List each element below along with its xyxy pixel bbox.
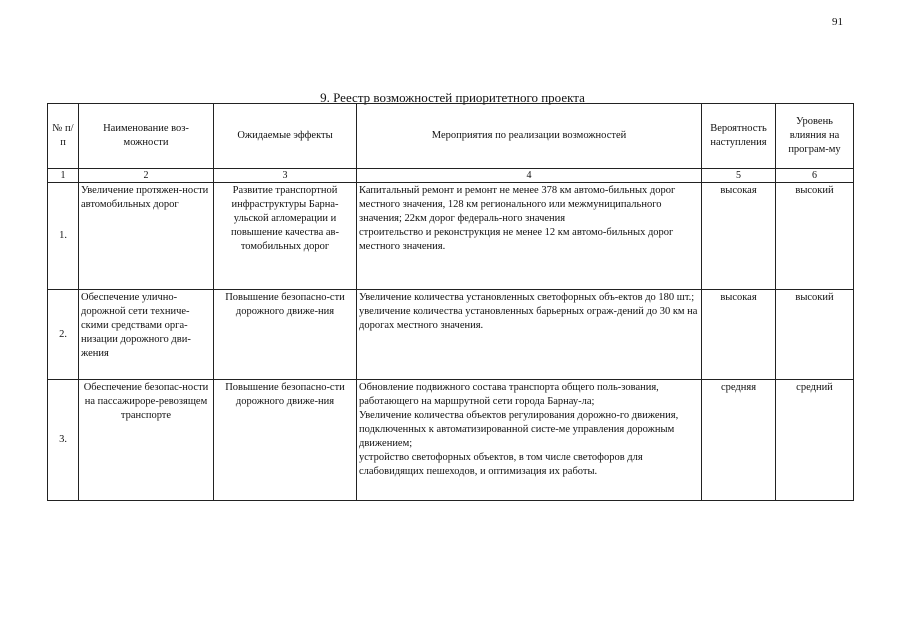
measure-item: Увеличение количества установленных светофорных объ-ектов до 180 шт.; (359, 292, 695, 303)
header-expected-effects: Ожидаемые эффекты (214, 104, 357, 169)
page-number: 91 (832, 16, 843, 28)
measures-cell (357, 290, 702, 380)
header-probability: Вероятность наступления (702, 104, 776, 169)
column-number: 5 (702, 169, 776, 183)
document-title: 9. Реестр возможностей приоритетного проекта (320, 90, 585, 105)
row-number: 2. (48, 290, 79, 380)
expected-effect: Повышение безопасно-сти дорожного движе-ния (214, 380, 357, 501)
probability: средняя (702, 380, 776, 501)
table-row (48, 290, 854, 380)
impact-level: высокий (776, 183, 854, 290)
header-number: № п/п (48, 104, 79, 169)
header-measures: Мероприятия по реализации возможностей (357, 104, 702, 169)
opportunity-name: Обеспечение безопас-ности на пассажирope-ревозящем транспорте (79, 380, 214, 501)
header-opportunity-name: Наименование воз-можности (79, 104, 214, 169)
header-row (48, 104, 854, 169)
measures-cell (357, 183, 702, 290)
column-number: 1 (48, 169, 79, 183)
measure-item: Капитальный ремонт и ремонт не менее 378 км автомо-бильных дорог местного значения, 128 км регионального или межмуниципального значения; 22км дорог федераль-ного значения (359, 185, 676, 224)
header-impact-level: Уровень влияния на програм-му (776, 104, 854, 169)
table-row (48, 183, 854, 290)
column-number: 6 (776, 169, 854, 183)
opportunities-registry-table (47, 103, 854, 501)
impact-level: высокий (776, 290, 854, 380)
measure-item: устройство светофорных объектов, в том числе светофоров для слабовидящих пешеходов, и оптимизация их работы. (359, 452, 643, 477)
expected-effect: Повышение безопасно-сти дорожного движе-ния (214, 290, 357, 380)
probability: высокая (702, 183, 776, 290)
measures-cell (357, 380, 702, 501)
column-number: 3 (214, 169, 357, 183)
measure-item: Увеличение количества объектов регулирования дорожно-го движения, подключенных к автоматизированной систе-ме управления дорожным движением; (359, 410, 679, 449)
table-row (48, 380, 854, 501)
row-number: 1. (48, 183, 79, 290)
opportunity-name: Увеличение протяжен-ности автомобильных дорог (79, 183, 214, 290)
measure-item: Обновление подвижного состава транспорта общего поль-зования, работающего на маршрутной сети города Барнау-ла; (359, 382, 659, 407)
impact-level: средний (776, 380, 854, 501)
column-number: 2 (79, 169, 214, 183)
row-number: 3. (48, 380, 79, 501)
measure-item: строительство и реконструкция не менее 12 км автомо-бильных дорог местного значения. (359, 227, 674, 252)
opportunity-name: Обеспечение улично-дорожной сети техниче-скими средствами орга-низации дорожного дви-жения (79, 290, 214, 380)
probability: высокая (702, 290, 776, 380)
column-number-row (48, 169, 854, 183)
expected-effect: Развитие транспортной инфраструктуры Барна-ульской агломерации и повышение качества ав-томобильных дорог (214, 183, 357, 290)
measure-item: увеличение количества установленных барьерных ограж-дений до 30 км на дорогах местного значения. (359, 306, 698, 331)
column-number: 4 (357, 169, 702, 183)
